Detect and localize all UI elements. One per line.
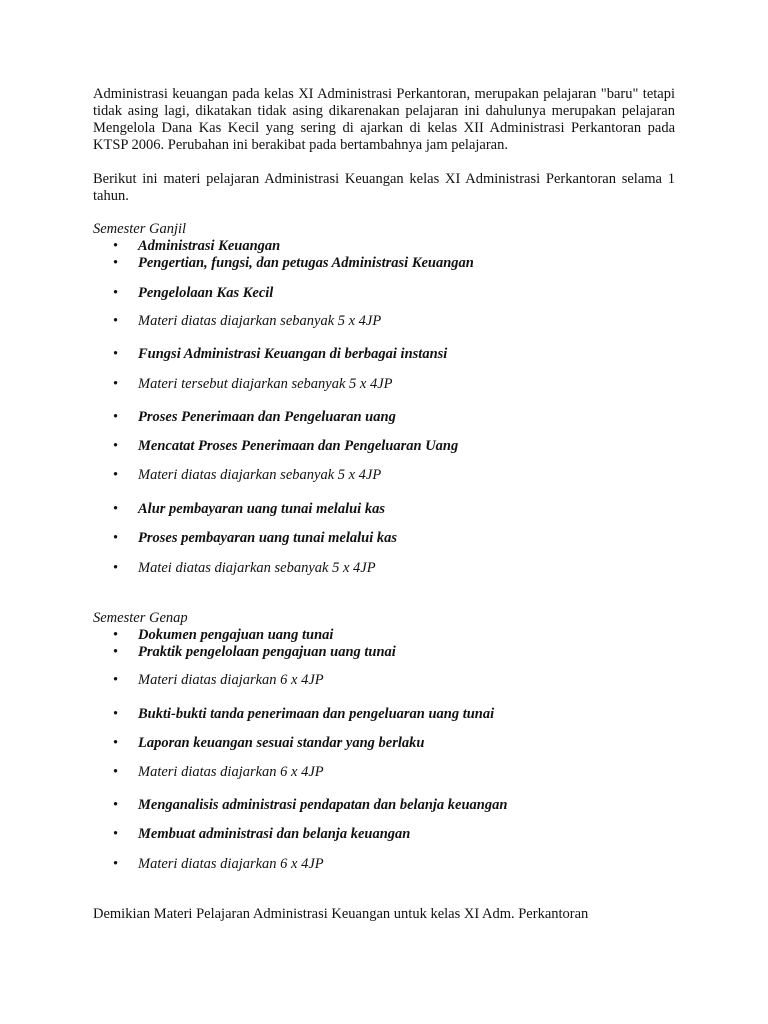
list-item (113, 438, 458, 455)
list-item (113, 797, 507, 814)
list-item (113, 627, 333, 644)
list-item-text: Laporan keuangan sesuai standar yang berlaku (138, 735, 425, 751)
bullet-icon: • (113, 706, 119, 722)
list-item-text: Materi diatas diajarkan 6 x 4JP (138, 672, 324, 688)
list-item (113, 238, 280, 255)
list-item (113, 764, 324, 781)
bullet-icon: • (113, 467, 119, 483)
bullet-icon: • (113, 560, 119, 576)
list-item (113, 255, 474, 272)
list-item-text: Dokumen pengajuan uang tunai (138, 627, 334, 643)
semester-genap-heading: Semester Genap (93, 610, 188, 626)
bullet-icon: • (113, 285, 119, 301)
list-item-text: Membuat administrasi dan belanja keuangan (138, 826, 411, 842)
list-item-text: Matei diatas diajarkan sebanyak 5 x 4JP (138, 560, 376, 576)
list-item (113, 501, 385, 518)
list-item (113, 560, 376, 577)
lead-paragraph: Berikut ini materi pelajaran Administrasi Keuangan kelas XI Administrasi Perkantoran selama 1 tahun. (93, 171, 675, 204)
bullet-icon: • (113, 856, 119, 872)
list-item (113, 644, 396, 661)
bullet-icon: • (113, 735, 119, 751)
list-item (113, 672, 324, 689)
list-item-text: Bukti-bukti tanda penerimaan dan pengeluaran uang tunai (138, 706, 495, 722)
list-item (113, 826, 410, 843)
bullet-icon: • (113, 530, 119, 546)
bullet-icon: • (113, 672, 119, 688)
bullet-icon: • (113, 238, 119, 254)
bullet-icon: • (113, 764, 119, 780)
list-item-text: Fungsi Administrasi Keuangan di berbagai instansi (138, 346, 448, 362)
list-item (113, 376, 393, 393)
list-item (113, 706, 494, 723)
list-item (113, 285, 273, 302)
list-item-text: Materi diatas diajarkan 6 x 4JP (138, 856, 324, 872)
list-item (113, 313, 381, 330)
list-item-text: Menganalisis administrasi pendapatan dan belanja keuangan (138, 797, 508, 813)
bullet-icon: • (113, 826, 119, 842)
bullet-icon: • (113, 376, 119, 392)
closing-paragraph: Demikian Materi Pelajaran Administrasi Keuangan untuk kelas XI Adm. Perkantoran (93, 906, 589, 922)
semester-ganjil-heading: Semester Ganjil (93, 221, 187, 237)
list-item (113, 346, 447, 363)
list-item (113, 530, 397, 547)
list-item-text: Materi tersebut diajarkan sebanyak 5 x 4JP (138, 376, 393, 392)
list-item-text: Praktik pengelolaan pengajuan uang tunai (138, 644, 396, 660)
list-item-text: Alur pembayaran uang tunai melalui kas (138, 501, 385, 517)
bullet-icon: • (113, 644, 119, 660)
intro-paragraph: Administrasi keuangan pada kelas XI Administrasi Perkantoran, merupakan pelajaran "baru" tetapi tidak asing lagi, dikatakan tidak asing dikarenakan pelajaran ini dahulunya merupakan pelajaran Mengelola Dana Kas Kecil yang sering di ajarkan di kelas XII Administrasi Perkantoran pada KTSP 2006. Perubahan ini berakibat pada bertambahnya jam pelajaran. (93, 86, 675, 153)
bullet-icon: • (113, 797, 119, 813)
bullet-icon: • (113, 346, 119, 362)
list-item (113, 467, 381, 484)
list-item-text: Proses pembayaran uang tunai melalui kas (138, 530, 398, 546)
bullet-icon: • (113, 627, 119, 643)
list-item-text: Proses Penerimaan dan Pengeluaran uang (138, 409, 396, 425)
bullet-icon: • (113, 313, 119, 329)
list-item (113, 409, 396, 426)
bullet-icon: • (113, 438, 119, 454)
list-item-text: Materi diatas diajarkan 6 x 4JP (138, 764, 324, 780)
list-item-text: Pengelolaan Kas Kecil (138, 285, 274, 301)
list-item-text: Pengertian, fungsi, dan petugas Administrasi Keuangan (138, 255, 474, 271)
list-item (113, 856, 324, 873)
list-item-text: Mencatat Proses Penerimaan dan Pengeluaran Uang (138, 438, 459, 454)
bullet-icon: • (113, 255, 119, 271)
list-item (113, 735, 424, 752)
list-item-text: Materi diatas diajarkan sebanyak 5 x 4JP (138, 467, 382, 483)
list-item-text: Materi diatas diajarkan sebanyak 5 x 4JP (138, 313, 382, 329)
bullet-icon: • (113, 501, 119, 517)
list-item-text: Administrasi Keuangan (138, 238, 281, 254)
bullet-icon: • (113, 409, 119, 425)
